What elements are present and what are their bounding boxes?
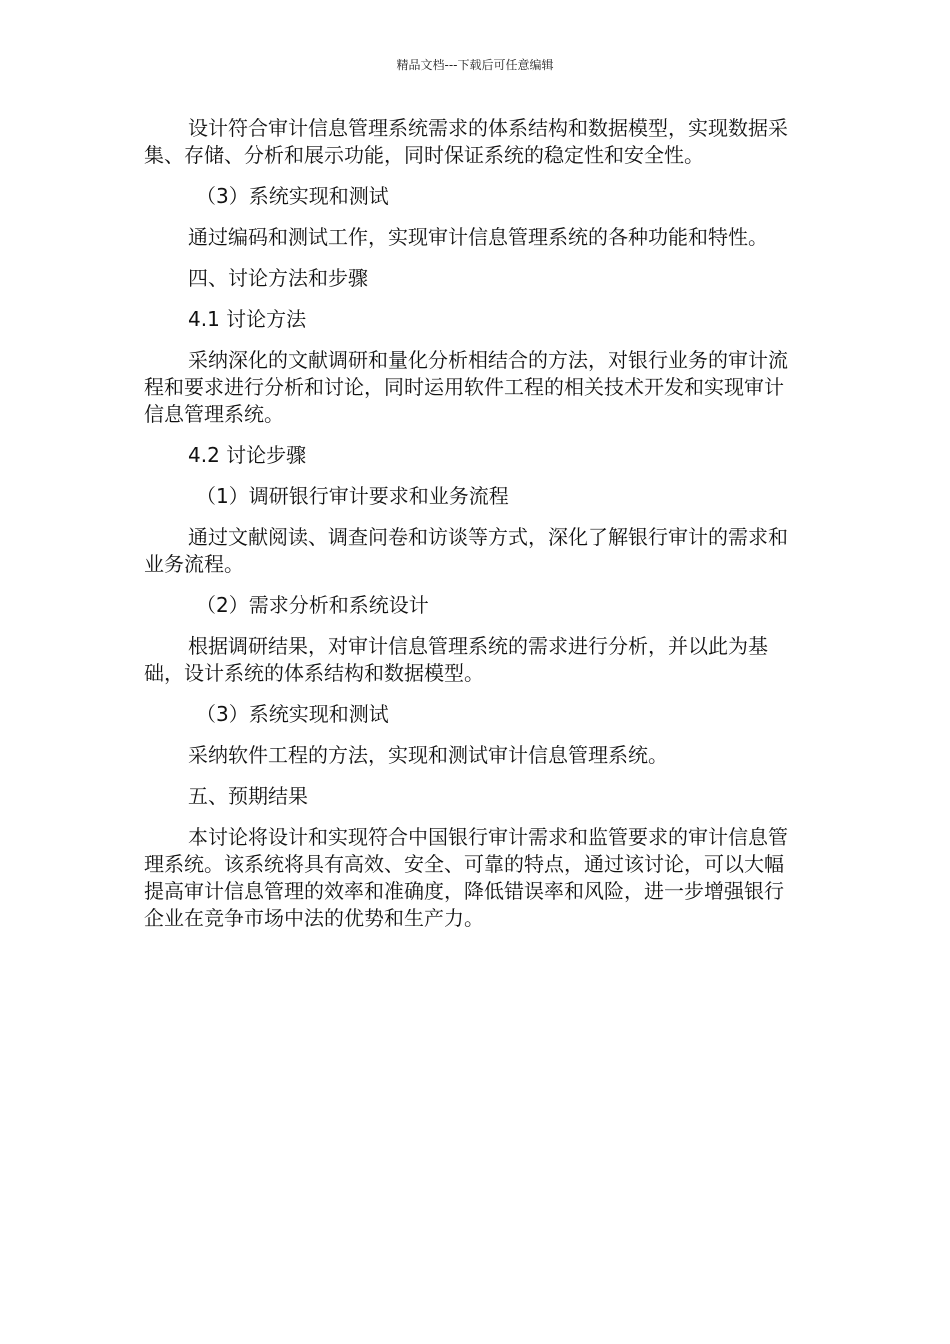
paragraph-coding-testing: 通过编码和测试工作，实现审计信息管理系统的各种功能和特性。 [188, 225, 768, 249]
heading-4-1: 4.1 讨论方法 [188, 307, 307, 331]
heading-4-2: 4.2 讨论步骤 [188, 443, 307, 467]
heading-step-3-implementation-2: （3）系统实现和测试 [196, 702, 389, 726]
paragraph-design-requirements: 设计符合审计信息管理系统需求的体系结构和数据模型，实现数据采集、存储、分析和展示功能，同时保证系统的稳定性和安全性。 [144, 116, 788, 167]
paragraph-implementation: 采纳软件工程的方法，实现和测试审计信息管理系统。 [188, 743, 668, 767]
heading-section-5: 五、预期结果 [188, 784, 308, 808]
paragraph-research: 通过文献阅读、调查问卷和访谈等方式，深化了解银行审计的需求和业务流程。 [144, 525, 788, 576]
paragraph-analysis: 根据调研结果，对审计信息管理系统的需求进行分析，并以此为基础，设计系统的体系结构和数据模型。 [144, 634, 768, 685]
page-header: 精品文档---下载后可任意编辑 [396, 58, 554, 72]
heading-section-4: 四、讨论方法和步骤 [188, 266, 368, 290]
heading-step-3-implementation: （3）系统实现和测试 [196, 184, 389, 208]
document-body [144, 115, 794, 946]
paragraph-method: 采纳深化的文献调研和量化分析相结合的方法，对银行业务的审计流程和要求进行分析和讨论，同时运用软件工程的相关技术开发和实现审计信息管理系统。 [144, 348, 788, 426]
heading-step-2-analysis: （2）需求分析和系统设计 [196, 593, 429, 617]
paragraph-expected-results: 本讨论将设计和实现符合中国银行审计需求和监管要求的审计信息管理系统。该系统将具有高效、安全、可靠的特点，通过该讨论，可以大幅提高审计信息管理的效率和准确度，降低错误率和风险，进一步增强银行企业在竞争市场中法的优势和生产力。 [144, 825, 788, 930]
heading-step-1-research: （1）调研银行审计要求和业务流程 [196, 484, 509, 508]
